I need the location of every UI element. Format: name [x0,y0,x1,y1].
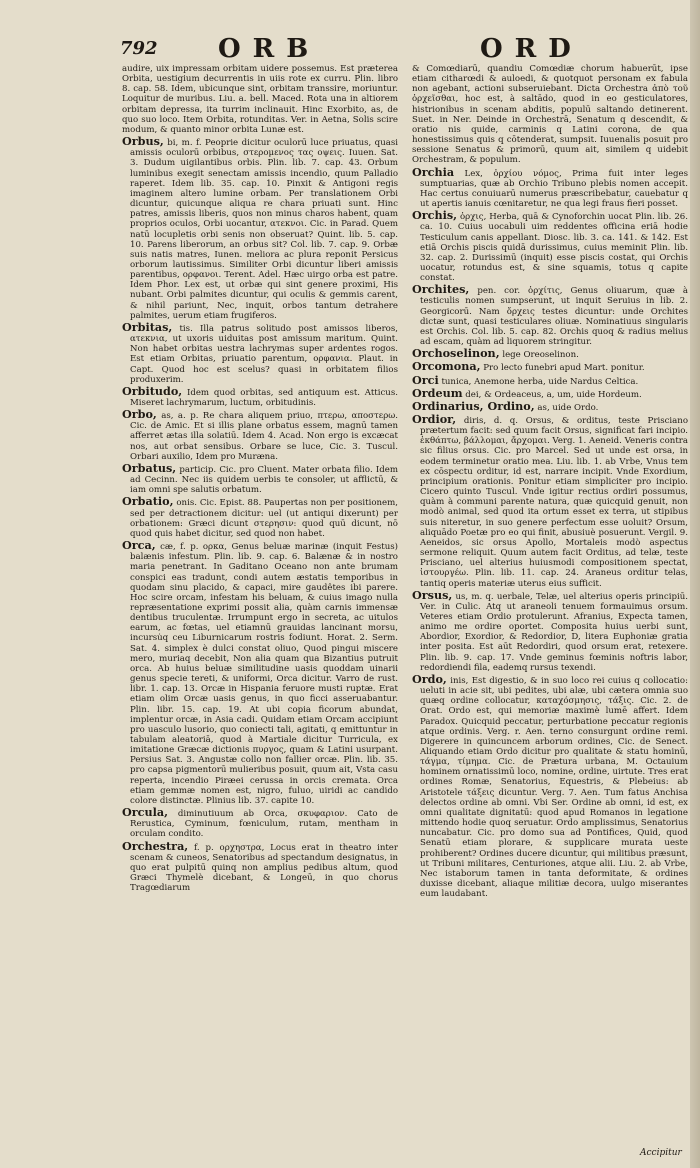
entry-lemma: Orchites, [412,282,470,297]
dictionary-entry [412,164,688,210]
left-column [122,64,398,1164]
left-headword: ORB [218,34,321,64]
entry-text: as, uide Ordo. [537,402,599,413]
dictionary-entry [122,807,398,839]
dictionary-entry [412,361,688,373]
dictionary-entry [122,409,398,462]
dictionary-entry [122,460,398,496]
right-headword: ORD [480,34,583,64]
dictionary-entry [412,284,688,347]
entry-lemma: Ordo, [412,671,447,686]
entry-text: inis, Est digestio, & in suo loco rei cuius q collocatio: ueluti in acie sit, ubi pedites, ubi alæ, ubi cætera omnia suo quæq ordine collocatur, καταχόσμησις, τάξις. Cic. 2. de Orat. Ordo est, qui memoriæ maximè lumē affert. Idem Paradox. Quicquid peccatur, perturbatione peccatur regionis atque ordinis. Verg. r. Aen. terno consurgunt ordine remi. Digerere in quincuncem arborum ordines, Cic. de Senect. Aliquando etiam Ordo dicitur pro qualitate & statu hominū, τάγμα, τίμημα. Cic. de Prætura urbana, M. Octauium hominem ornatissimū loco, nomine, ordine, uirtute. Tres erat ordines Romæ, Senatorius, Equestris, & Plebeius: ab Aristotele τάξεις dicuntur. Verg. 7. Aen. Tum fatus Anchisa delectos ordine ab omni. Vbi Ser. Ordine ab omni, id est, ex omni qualitate dignitatū: quod apud Romanos in legatione mittendo hodie quoq seruatur. Ordo amplissimus, Senatorius nuncabatur. Cic. pro domo sua ad Pontifices, Quid, quod Senatū etiam plorare, & supplicare murata ueste prohiberent? Ordines ducere dicuntur, qui militibus præsunt, ut Tribuni militares, Centuriones, atque alii. Liu. 2. ab Vrbe, Nec istaborum tamen in tanta deformitate, & ordines duxisse dicebant, aliaque militiæ decora, uulgo miserantes eum laudabant. [420,675,688,900]
running-header [118,34,674,66]
entry-lemma: Orbatio, [122,494,174,509]
entry-text: bi, m. f. Peoprie dicitur oculorū luce priuatus, quasi amissis oculorū orbibus, στερομενος τας οψεις. Iuuen. Sat. 3. Dudum uigilantibus orbis. Plin. lib. 7. cap. 43. Orbum luminibus exegit senectam amissis incendio, quum Palladio raperet. Idem lib. 35. cap. 10. Pinxit & Antigoni regis imaginem altero lumine orbam. Per translationem Orbi dicuntur, quicunque aliqua re chara priuati sunt. Hinc patres, amissis liberis, quos non minus charos habent, quam proprios oculos, Orbi uocantur, ατεκνοι. Cic. in Parad. Quem natū locupletis orbi senis non obseruat? Quint. lib. 5. cap. 10. Parens liberorum, an orbus sit? Col. lib. 7. cap. 9. Orbæ suis natis matres, Iunen. meliora ac plura reponit Persicus orborum lautissimus. Similiter Orbi dicuntur liberi amissis parentibus, ορφανοι. Terent. Adel. Hæc uirgo orba est patre. Idem Phor. Lex est, ut orbæ qui sint genere proximi, His nubant. Orbi palmites dicuntur, qui oculis & gemmis carent, & nihil pariunt, Nec, inquit, orbos tantum detrahere palmites, uerum etiam frugiferos. [130,138,398,321]
dictionary-entry [122,319,398,385]
entry-text: tis. Illa patrus solitudo post amissos liberos, ατεκνια, ut uxoris uiduitas post amissum maritum. Quint. Non habet orbitas uestra lachrymas super ardentes rogos. Est etiam Orbitas, priuatio parentum, ορφανια. Plaut. in Capt. Quod hoc est scelus? quasi in orbitatem filios produxerim. [130,323,398,385]
entry-text: & Comœdiarū, quandiu Comœdiæ chorum habuerūt, ipse etiam citharœdi & auloedi, & quotquot personam ex fabula non agebant, actioni subseruiebant. Dicta Orchestra ἀπὸ τοῦ ὀρχεῖσθαι, hoc est, à saltādo, quod in eo gesticulatores, histrionibus in scenam abditis, populū saltando detinerent. Suet. in Ner. Deinde in Orchestrā, Senatum q descendit, & oratio nis quide, carminis q Latini corona, de qua honestissimus quis q cōtenderat, sumpsit. Iuuenalis posuit pro sessione Senatus & primorū, quum ait, similem q uidebit Orchestram, & populum. [412,64,688,166]
entry-lemma: Ordinarius, Ordino, [412,398,535,413]
entry-lemma: Ordeum [412,385,463,400]
entry-text: f. p. ορχηστρα, Locus erat in theatro inter scenam & cuneos, Senatoribus ad spectandum designatus, in quo erat pulpitū quinq non amplius pedibus altum, quod Græci Thymelè dicebant, & Longeū, in quo chorus Tragœdiarum [130,842,398,894]
entry-text: cæ, f. p. ορκα, Genus beluæ marinæ (inquit Festus) balænis infestum. Plin. lib. 9. cap. 6. Balænæ & in nostro maria penetrant. In Gaditano Oceano non ante brumam conspici eas tradunt, condi autem æstatis temporibus in quodam sinu placido, & capaci, mire gaudêtes ibi parere. Hoc scire orcam, infestam his beluam, & cuius imago nulla repræsentatione exprimi possit alia, quàm carnis immensæ dentibus truculentæ. Irrumpunt ergo in secreta, ac uitulos earum, ac fœtas, uel etiamnū grauidas lancinant morsu, incursu̇q ceu Liburnicarum rostris fodiunt. Horat. 2. Serm. Sat. 4. simplex è dulci constat oliuo, Quod pingui miscere mero, muriaq decebit, Non alia quam qua Bizantius putruit orca. Ab huius beluæ similitudine uasis quoddam uinarii genus specie tereti, & uniformi, Orca dicitur. Varro de rust. libr. 1. cap. 13. Orcæ in Hispania feruore musti ruptæ. Erat etiam olim Orcæ uasis genus, in quo ficci asseruabantur. Plin. libr. 15. cap. 19. At ubi copia ficorum abundat, implentur orcæ, in Asia cadi. Quidam etiam Orcam accipiunt pro uasculo lusorio, quo coniecti tali, agitati, q emittuntur in tabulam aleatoriā, quod à Martiale dicitur Turricula, ex imitatione Græcæ dictionis πυργος, quam & Latini usurpant. Persius Sat. 3. Angustæ collo non fallier orcæ. Plin. lib. 35. pro capsa pigmentorū mulieribus posuit, quum ait, Vsta casu reperta, incendio Piræei cerussa in orcis cremata. Orca etiam gemmæ nomen est, nigro, fuluo, uiridi ac candido colore distinctæ. Plinius lib. 37. capite 10. [130,542,398,806]
right-column [412,64,688,1164]
entry-lemma: Orbatus, [122,460,177,475]
entry-text: Idem quod orbitas, sed antiquum est. Atticus. Miseret lachrymarum, luctum, orbitudinis. [130,387,398,408]
entry-lemma: Orbo, [122,407,157,422]
dictionary-entry [122,64,398,135]
entry-lemma: Orca, [122,538,156,553]
dictionary-entry [122,136,398,321]
entry-lemma: Orcula, [122,805,168,820]
entry-lemma: Orchoselinon, [412,346,500,361]
entry-text: particip. Cic. pro Cluent. Mater orbata filio. Idem ad Cecinn. Nec iis quidem uerbis te consoler, ut afflictū, & iam omni spe salutis orbatum. [130,464,398,496]
entry-lemma: Orbitas, [122,319,173,334]
entry-lemma: Orchis, [412,208,458,223]
dictionary-entry [122,383,398,408]
entry-lemma: Orbus, [122,134,164,149]
entry-lemma: Orcomona, [412,359,481,374]
dictionary-entry [412,671,688,900]
entry-lemma: Orchestra, [122,838,189,853]
entry-text: as, a. p. Re chara aliquem priuo, πτερω, αποστερω. Cic. de Amic. Et si illis plane orbatus essem, magnū tamen afferret ætas illa solatiū. Idem 4. Acad. Non ergo is excæcat nos, aut orbat sensibus. Orbare se luce, Cic. 3. Tuscul. Orbari auxilio, Idem pro Muræna. [130,411,398,462]
entry-text: Pro lecto funebri apud Mart. ponitur. [483,363,645,374]
entry-text: lege Oreoselinon. [502,350,579,361]
entry-text: Lex, ὀρχίου νόμος, Prima fuit inter leges sumptuarias, quæ ab Orchio Tribuno plebis nomen accepit. Hac certus conuiuarū numerus præscribebatur, cauebatur q ut apertis ianuis cœnitaretur, ne qua legi fraus fieri posset. [420,168,688,210]
entry-lemma: Orsus, [412,587,453,602]
dictionary-entry [412,210,688,283]
page-number: 792 [120,38,158,59]
entry-text: diris, d. q. Orsus, & orditus, teste Prisciano prætertum facit: sed quum facit Orsus, significat fari incipio. ἐκθάπτω, βάλλομαι, ἄρχομαι. Verg. 1. Aeneid. Veneris contra sic filius orsus. Cic. pro Marcel. Sed ut unde est orsa, in eodem terminetur oratio mea. Liu. lib. 1. ab Vrbe, Vnus tem ex cōspectu orditur, id est, narrare incipit. Vnde Exordium, principium orationis. Ponitur etiam simpliciter pro incipio. Cicero quinto Tuscul. Vnde igitur rectius ordiri possumus, quàm à communi parente natura, quæ quicquid genuit, non modò animal, sed quod ita ortum esset ex terra, ut stipibus suis niteretur, in suo genere perfectum esse uoluit? Orsum, aliquādo Poetæ pro eo qui finit, abusiuè posuerunt. Vergil. 9. Aeneidos, sic orsus Apollo, Mortaleis modò aspectus sermone reliquit. Quum autem facit Orditus, ad telæ, teste Prisciano, uel alterius huiusmodi compositionem spectat, ἱστουργέω. Plin. lib. 11. cap. 24. Araneus orditur telas, tantiq operis materiæ uterus eius sufficit. [420,416,688,589]
entry-text: dei, & Ordeaceus, a, um, uide Hordeum. [465,389,642,400]
dictionary-entry [122,838,398,894]
dictionary-entry [412,414,688,589]
entry-lemma: Ordior, [412,412,457,426]
entry-lemma: Orci [412,372,439,387]
dictionary-entry [122,496,398,539]
entry-text: tunica, Anemone herba, uide Nardus Celtica. [441,376,639,387]
dictionary-entry [122,540,398,806]
catchword: Accipitur [640,1148,682,1158]
entry-text: audire, uix impressam orbitam uidere possemus. Est præterea Orbita, uestigium decurrentis in uiis rote ex curru. Plin. libro 8. cap. 58. Idem, ubicunque sint, orbitam transsire, moriuntur. Loquitur de muribus. Liu. a. bell. Maced. Rota una in altiorem orbitam depressa, ita turrim inclinauit. Hinc Exorbito, as, de quo suo loco. Item Orbita, rotunditas. Ver. in Aetna, Solis scire modum, & quanto minor orbita Lunæ est. [122,64,398,135]
entry-text: pen. cor. ὀρχίτις, Genus oliuarum, quæ à testiculis nomen sumpserunt, ut inquit Seruius in lib. 2. Georgicorū. Nam ὄρχεις testes dicuntur: unde Orchites dictæ sunt, quasi testiculares oliuæ. Nominatiuus singularis est Orchis. Col. lib. 5. cap. 82. Orchis quoq & radius melius ad escam, quàm ad liquorem stringitur. [420,286,688,348]
entry-text: us, m. q. uerbale, Telæ, uel alterius operis principiū. Ver. in Culic. Atq ut araneoli tenuem formauimus orsum. Veteres etiam Ordio protulerunt. Afranius, Expecta tamen, animo me ordire oportet. Composita huius uerbi sunt, Abordior, Exordior, & Redordior, D, litera Euphoniæ gratia inter posita. Est aūt Redordiri, quod orsum erat, retexere. Plin. lib. 9. cap. 17. Vnde geminus fœminis noftris labor, redordiendi fila, eademq rursus texendi. [420,591,688,673]
dictionary-entry [412,587,688,673]
entry-text: diminutiuum ab Orca, σκυφαριον. Cato de Rerustica, Cyminum, fœniculum, rutam, mentham in orculam condito. [130,809,398,840]
entry-text: ὀρχις, Herba, quā & Cynoforchin uocat Plin. lib. 26. ca. 10. Cuius uocabuli uim reddentes officina eriā hodie Testiculum canis appellant. Diosc. lib. 3. ca. 141. & 142. Est etiā Orchis piscis quidā durissimus, cuius meminit Plin. lib. 32. cap. 2. Durissimū (inquit) esse piscis costat, qui Orchis uocatur, rotundus est, & sine squamis, totus q capite constat. [420,212,688,284]
entry-lemma: Orbitudo, [122,383,183,398]
entry-lemma: Orchia [412,164,455,179]
entry-text: onis. Cic. Epist. 88. Paupertas non per positionem, sed per detractionem dicitur: uel (ut antiqui dixerunt) per orbationem: Græci dicunt στερησιν: quod quū dicunt, nō quod quis habet dicitur, sed quod non habet. [130,498,398,539]
dictionary-entry [412,64,688,166]
